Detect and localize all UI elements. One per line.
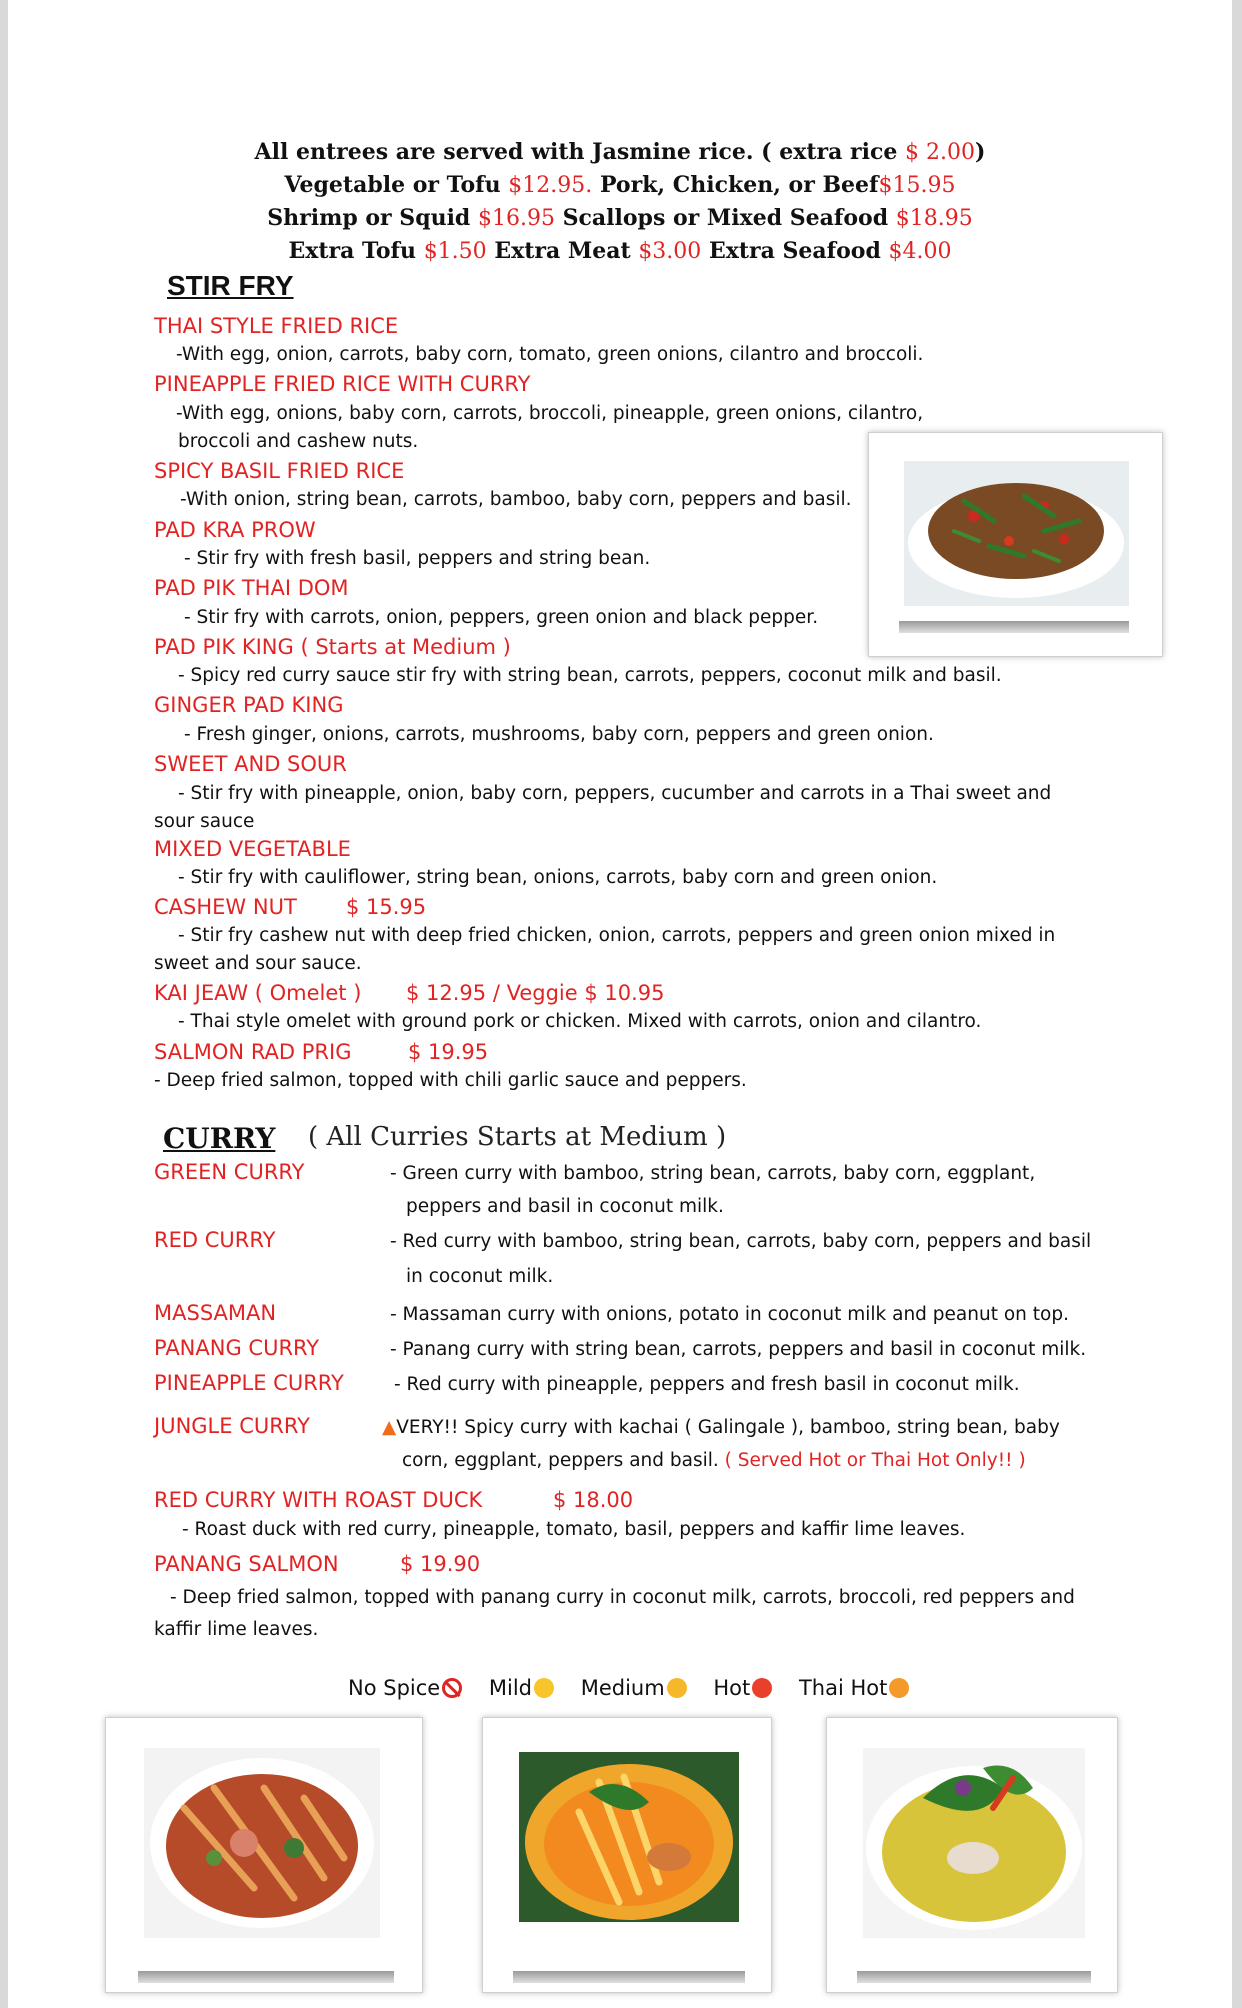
menu-item-desc: - Fresh ginger, onions, carrots, mushrooms, baby corn, peppers and green onion. [184,724,934,745]
menu-item-name: SPICY BASIL FRIED RICE [154,459,405,483]
pad-kra-prow-photo [868,432,1163,657]
pad-kra-prow-image [904,461,1129,606]
menu-item-name: PAD KRA PROW [154,518,316,542]
thai-hot-face-icon [889,1678,909,1698]
spice-thai-hot: Thai Hot [799,1676,909,1700]
spice-medium: Medium [581,1676,687,1700]
menu-item-desc: - Stir fry with fresh basil, peppers and string bean. [184,548,651,569]
curry-special-name: RED CURRY WITH ROAST DUCK [154,1488,483,1512]
curry-special-desc: - Roast duck with red curry, pineapple, tomato, basil, peppers and kaffir lime leaves. [182,1519,966,1540]
menu-item-desc: - Stir fry with carrots, onion, peppers, green onion and black pepper. [184,607,819,628]
no-spice-icon [442,1678,462,1698]
menu-item-desc: sweet and sour sauce. [154,953,362,974]
menu-item-name: MIXED VEGETABLE [154,837,351,861]
curry-special-price: $ 18.00 [553,1488,634,1512]
menu-item-name: PINEAPPLE FRIED RICE WITH CURRY [154,372,531,396]
spice-hot: Hot [713,1676,772,1700]
menu-item-name: SALMON RAD PRIG [154,1040,352,1064]
green-curry-photo [826,1717,1118,1993]
menu-item-desc: -With egg, onion, carrots, baby corn, tomato, green onions, cilantro and broccoli. [176,344,924,365]
curry-special-desc: - Deep fried salmon, topped with panang curry in coconut milk, carrots, broccoli, red peppers and [170,1587,1075,1608]
curry-item-name: GREEN CURRY [154,1160,305,1184]
menu-item-desc: -With onion, string bean, carrots, bamboo, baby corn, peppers and basil. [180,489,852,510]
menu-item-desc: - Stir fry with pineapple, onion, baby corn, peppers, cucumber and carrots in a Thai sweet and [178,783,1052,804]
jungle-curry-desc: ▲VERY!! Spicy curry with kachai ( Galingale ), bamboo, string bean, baby [382,1417,1060,1438]
menu-item-desc: - Stir fry cashew nut with deep fried chicken, onion, carrots, peppers and green onion mixed in [178,925,1056,946]
photo-shadow [513,1971,745,1983]
red-curry-photo [482,1717,772,1993]
curry-item-desc: - Red curry with bamboo, string bean, carrots, baby corn, peppers and basil [390,1231,1092,1252]
spice-no-spice: No Spice [348,1676,462,1700]
menu-item-desc: - Thai style omelet with ground pork or chicken. Mixed with carrots, onion and cilantro. [178,1011,982,1032]
curry-special-desc: kaffir lime leaves. [154,1619,319,1640]
menu-item-name: KAI JEAW ( Omelet ) [154,981,362,1005]
curry-item-name: PINEAPPLE CURRY [154,1371,344,1395]
header-line-3: Shrimp or Squid $16.95 Scallops or Mixed Seafood $18.95 [267,205,973,231]
curry-item-desc: - Massaman curry with onions, potato in coconut milk and peanut on top. [390,1304,1069,1325]
menu-item-price: $ 19.95 [408,1040,489,1064]
menu-item-desc: sour sauce [154,811,255,832]
spice-legend [348,1676,929,1700]
jungle-curry-desc-2: corn, eggplant, peppers and basil. ( Served Hot or Thai Hot Only!! ) [402,1450,1026,1471]
photo-shadow [138,1971,394,1983]
photo-shadow [857,1971,1091,1983]
curry-item-desc: in coconut milk. [406,1266,554,1287]
curry-item-name: RED CURRY [154,1228,276,1252]
menu-item-price: $ 12.95 / Veggie $ 10.95 [406,981,665,1005]
curry-item-name: JUNGLE CURRY [154,1414,310,1438]
curry-item-desc: - Green curry with bamboo, string bean, carrots, baby corn, eggplant, [390,1163,1036,1184]
red-curry-image [519,1752,739,1922]
menu-item-desc: - Spicy red curry sauce stir fry with string bean, carrots, peppers, coconut milk and basil. [178,665,1002,686]
menu-item-desc: - Stir fry with cauliflower, string bean, onions, carrots, baby corn and green onion. [178,867,938,888]
green-curry-image [863,1748,1085,1938]
menu-item-name: THAI STYLE FRIED RICE [154,314,399,338]
menu-item-price: $ 15.95 [346,895,427,919]
curry-special-name: PANANG SALMON [154,1552,339,1576]
curry-item-desc: - Red curry with pineapple, peppers and fresh basil in coconut milk. [394,1374,1020,1395]
menu-item-desc: - Deep fried salmon, topped with chili garlic sauce and peppers. [154,1070,747,1091]
curry-special-price: $ 19.90 [400,1552,481,1576]
menu-item-name: CASHEW NUT [154,895,297,919]
stir-fry-title: STIR FRY [167,270,294,301]
price-header [8,136,1232,268]
curry-item-name: MASSAMAN [154,1301,277,1325]
header-line-2: Vegetable or Tofu $12.95. Pork, Chicken, or Beef$15.95 [284,172,956,198]
jungle-curry-photo [105,1717,423,1993]
jungle-curry-image [144,1748,380,1938]
spice-mild: Mild [489,1676,554,1700]
fire-icon: ▲ [382,1417,397,1438]
menu-item-name: PAD PIK THAI DOM [154,576,349,600]
hot-face-icon [752,1678,772,1698]
header-line-1: All entrees are served with Jasmine rice. ( extra rice $ 2.00) [254,139,986,165]
menu-item-desc: broccoli and cashew nuts. [178,431,419,452]
menu-item-desc: -With egg, onions, baby corn, carrots, broccoli, pineapple, green onions, cilantro, [176,403,924,424]
menu-page [8,0,1232,2008]
menu-item-name: SWEET AND SOUR [154,752,347,776]
curry-title: CURRY [163,1122,276,1155]
photo-shadow [899,621,1129,633]
curry-item-desc: - Panang curry with string bean, carrots, peppers and basil in coconut milk. [390,1339,1087,1360]
menu-item-name: PAD PIK KING ( Starts at Medium ) [154,635,511,659]
curry-note: ( All Curries Starts at Medium ) [308,1122,727,1152]
mild-face-icon [534,1678,554,1698]
curry-item-name: PANANG CURRY [154,1336,320,1360]
menu-item-name: GINGER PAD KING [154,693,344,717]
medium-face-icon [667,1678,687,1698]
header-line-4: Extra Tofu $1.50 Extra Meat $3.00 Extra Seafood $4.00 [288,238,952,264]
curry-item-desc: peppers and basil in coconut milk. [406,1196,724,1217]
